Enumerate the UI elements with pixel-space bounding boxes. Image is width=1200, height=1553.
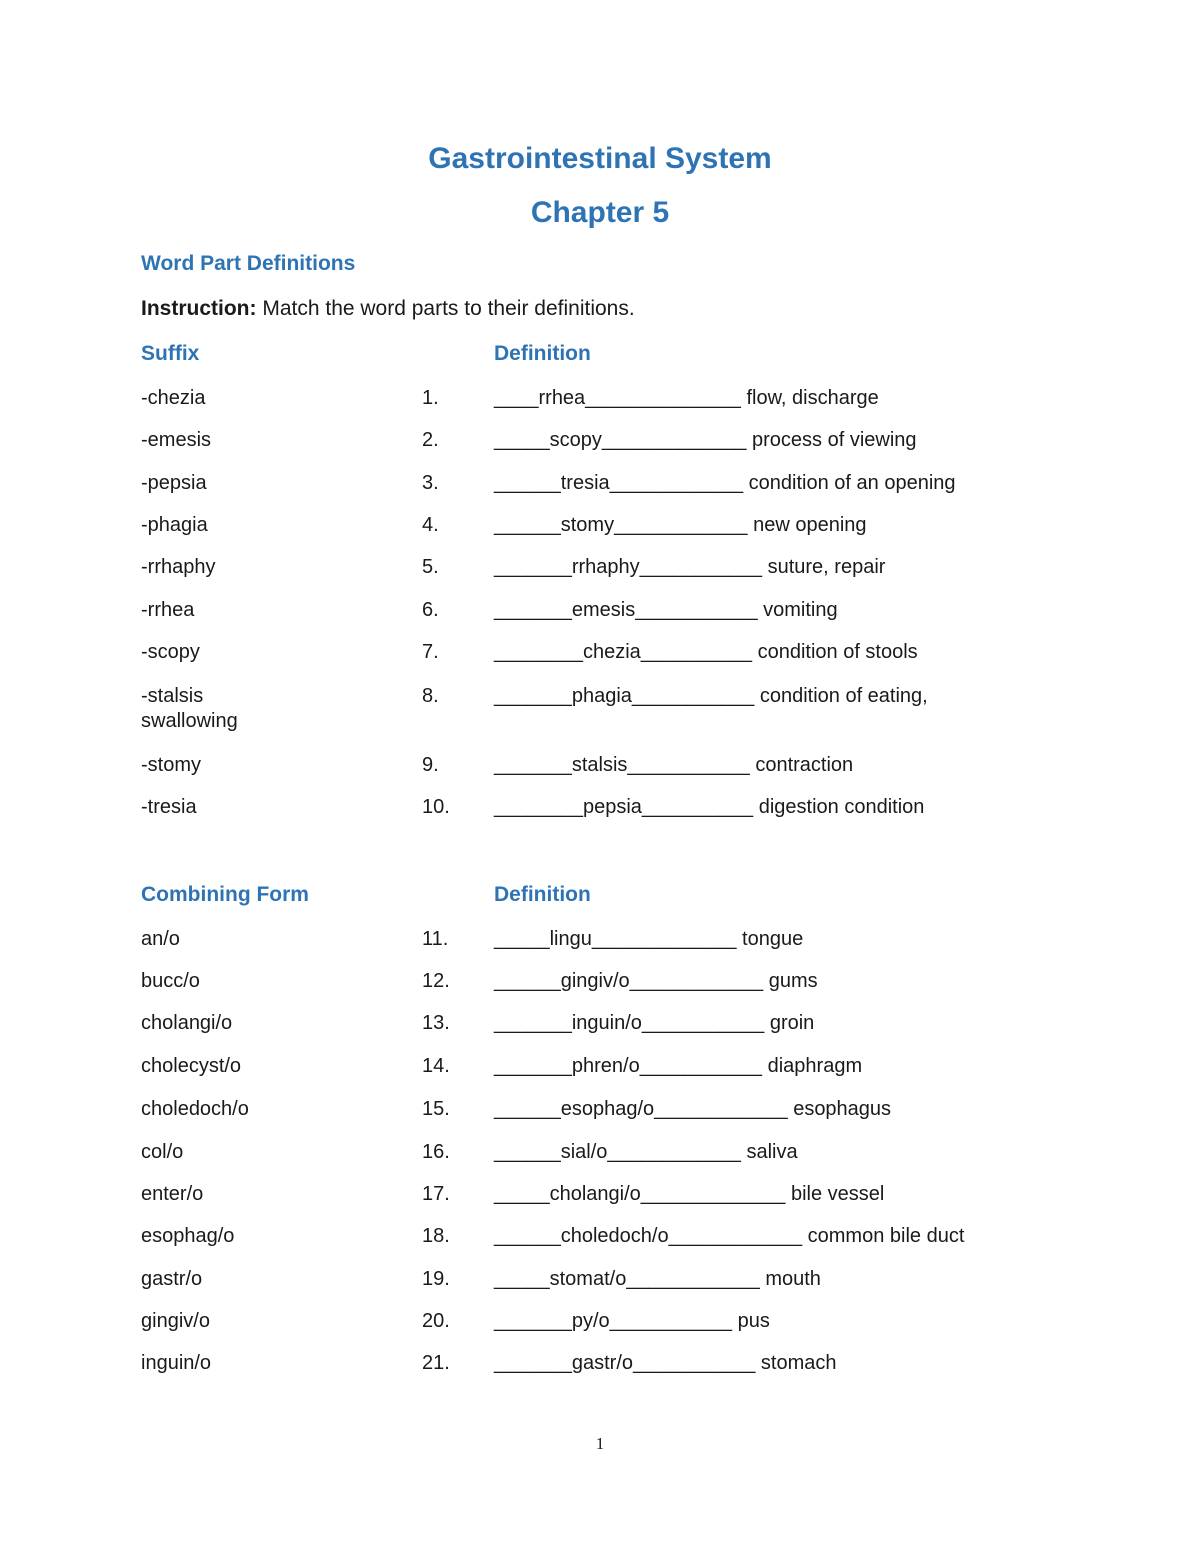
suffix-row xyxy=(0,554,1200,584)
answer-definition: _______gastr/o___________ stomach xyxy=(494,1352,837,1374)
item-number: 4. xyxy=(422,514,439,536)
combining-row xyxy=(0,1053,1200,1083)
combining-form-term: cholecyst/o xyxy=(141,1055,242,1077)
item-number: 19. xyxy=(422,1268,450,1290)
item-number: 18. xyxy=(422,1225,450,1247)
answer-definition-continuation: swallowing xyxy=(141,710,238,732)
suffix-row xyxy=(0,427,1200,457)
answer-definition: _____scopy_____________ process of viewing xyxy=(494,429,917,451)
item-number: 3. xyxy=(422,472,439,494)
combining-form-term: bucc/o xyxy=(141,970,200,992)
answer-definition: ______tresia____________ condition of an opening xyxy=(494,472,956,494)
answer-definition: _______phagia___________ condition of eating, xyxy=(494,685,928,707)
combining-row xyxy=(0,968,1200,998)
suffix-row xyxy=(0,794,1200,824)
combining-row xyxy=(0,1223,1200,1253)
suffix-row xyxy=(0,470,1200,500)
combining-definition-header: Definition xyxy=(494,883,591,906)
combining-form-term: gastr/o xyxy=(141,1268,203,1290)
item-number: 21. xyxy=(422,1352,450,1374)
document-title: Gastrointestinal System xyxy=(428,142,772,175)
combining-form-term: choledoch/o xyxy=(141,1098,249,1120)
combining-form-column-header: Combining Form xyxy=(141,883,309,906)
suffix-row xyxy=(0,385,1200,415)
answer-definition: ______sial/o____________ saliva xyxy=(494,1141,798,1163)
combining-row xyxy=(0,1096,1200,1126)
answer-definition: _______phren/o___________ diaphragm xyxy=(494,1055,863,1077)
suffix-term: -stalsis xyxy=(141,685,204,707)
answer-definition: _______rrhaphy___________ suture, repair xyxy=(494,556,886,578)
suffix-term: -phagia xyxy=(141,514,208,536)
answer-definition: _____cholangi/o_____________ bile vessel xyxy=(494,1183,885,1205)
answer-definition: ______choledoch/o____________ common bile duct xyxy=(494,1225,965,1247)
item-number: 8. xyxy=(422,685,439,707)
instruction-text: Match the word parts to their definitions. xyxy=(256,297,635,320)
instruction-label: Instruction: xyxy=(141,297,257,320)
item-number: 16. xyxy=(422,1141,450,1163)
combining-row xyxy=(0,1010,1200,1040)
answer-definition: _______inguin/o___________ groin xyxy=(494,1012,815,1034)
answer-definition: _______stalsis___________ contraction xyxy=(494,754,854,776)
item-number: 9. xyxy=(422,754,439,776)
answer-definition: _______py/o___________ pus xyxy=(494,1310,770,1332)
chapter-title: Chapter 5 xyxy=(530,196,670,229)
combining-form-term: gingiv/o xyxy=(141,1310,210,1332)
suffix-definition-header: Definition xyxy=(494,342,591,365)
instruction xyxy=(141,297,635,321)
suffix-term: -tresia xyxy=(141,796,197,818)
combining-form-term: enter/o xyxy=(141,1183,204,1205)
suffix-column-header: Suffix xyxy=(141,342,200,365)
answer-definition: ______gingiv/o____________ gums xyxy=(494,970,818,992)
item-number: 13. xyxy=(422,1012,450,1034)
answer-definition: _____stomat/o____________ mouth xyxy=(494,1268,821,1290)
combining-row xyxy=(0,1139,1200,1169)
section-heading: Word Part Definitions xyxy=(141,252,356,275)
item-number: 15. xyxy=(422,1098,450,1120)
item-number: 2. xyxy=(422,429,439,451)
answer-definition: _____lingu_____________ tongue xyxy=(494,928,804,950)
item-number: 12. xyxy=(422,970,450,992)
item-number: 1. xyxy=(422,387,439,409)
suffix-row xyxy=(0,512,1200,542)
combining-form-term: cholangi/o xyxy=(141,1012,233,1034)
suffix-term: -pepsia xyxy=(141,472,207,494)
item-number: 10. xyxy=(422,796,450,818)
item-number: 5. xyxy=(422,556,439,578)
suffix-term: -emesis xyxy=(141,429,212,451)
answer-definition: ________chezia__________ condition of stools xyxy=(494,641,918,663)
answer-definition: ________pepsia__________ digestion condition xyxy=(494,796,925,818)
answer-definition: ______stomy____________ new opening xyxy=(494,514,867,536)
suffix-row xyxy=(0,639,1200,669)
suffix-term: -stomy xyxy=(141,754,201,776)
item-number: 7. xyxy=(422,641,439,663)
suffix-term: -rrhea xyxy=(141,599,195,621)
suffix-term: -rrhaphy xyxy=(141,556,216,578)
combining-row xyxy=(0,1181,1200,1211)
combining-row xyxy=(0,1266,1200,1296)
suffix-row xyxy=(0,752,1200,782)
suffix-term: -scopy xyxy=(141,641,200,663)
suffix-row xyxy=(0,683,1200,739)
combining-form-term: col/o xyxy=(141,1141,184,1163)
answer-definition: ______esophag/o____________ esophagus xyxy=(494,1098,892,1120)
item-number: 14. xyxy=(422,1055,450,1077)
combining-row xyxy=(0,926,1200,956)
item-number: 17. xyxy=(422,1183,450,1205)
answer-definition: ____rrhea______________ flow, discharge xyxy=(494,387,879,409)
combining-row xyxy=(0,1308,1200,1338)
combining-form-term: esophag/o xyxy=(141,1225,235,1247)
suffix-term: -chezia xyxy=(141,387,206,409)
combining-row xyxy=(0,1350,1200,1380)
page-number: 1 xyxy=(595,1434,605,1453)
item-number: 20. xyxy=(422,1310,450,1332)
combining-form-term: inguin/o xyxy=(141,1352,212,1374)
answer-definition: _______emesis___________ vomiting xyxy=(494,599,838,621)
item-number: 6. xyxy=(422,599,439,621)
combining-form-term: an/o xyxy=(141,928,180,950)
suffix-row xyxy=(0,597,1200,627)
item-number: 11. xyxy=(422,928,449,950)
